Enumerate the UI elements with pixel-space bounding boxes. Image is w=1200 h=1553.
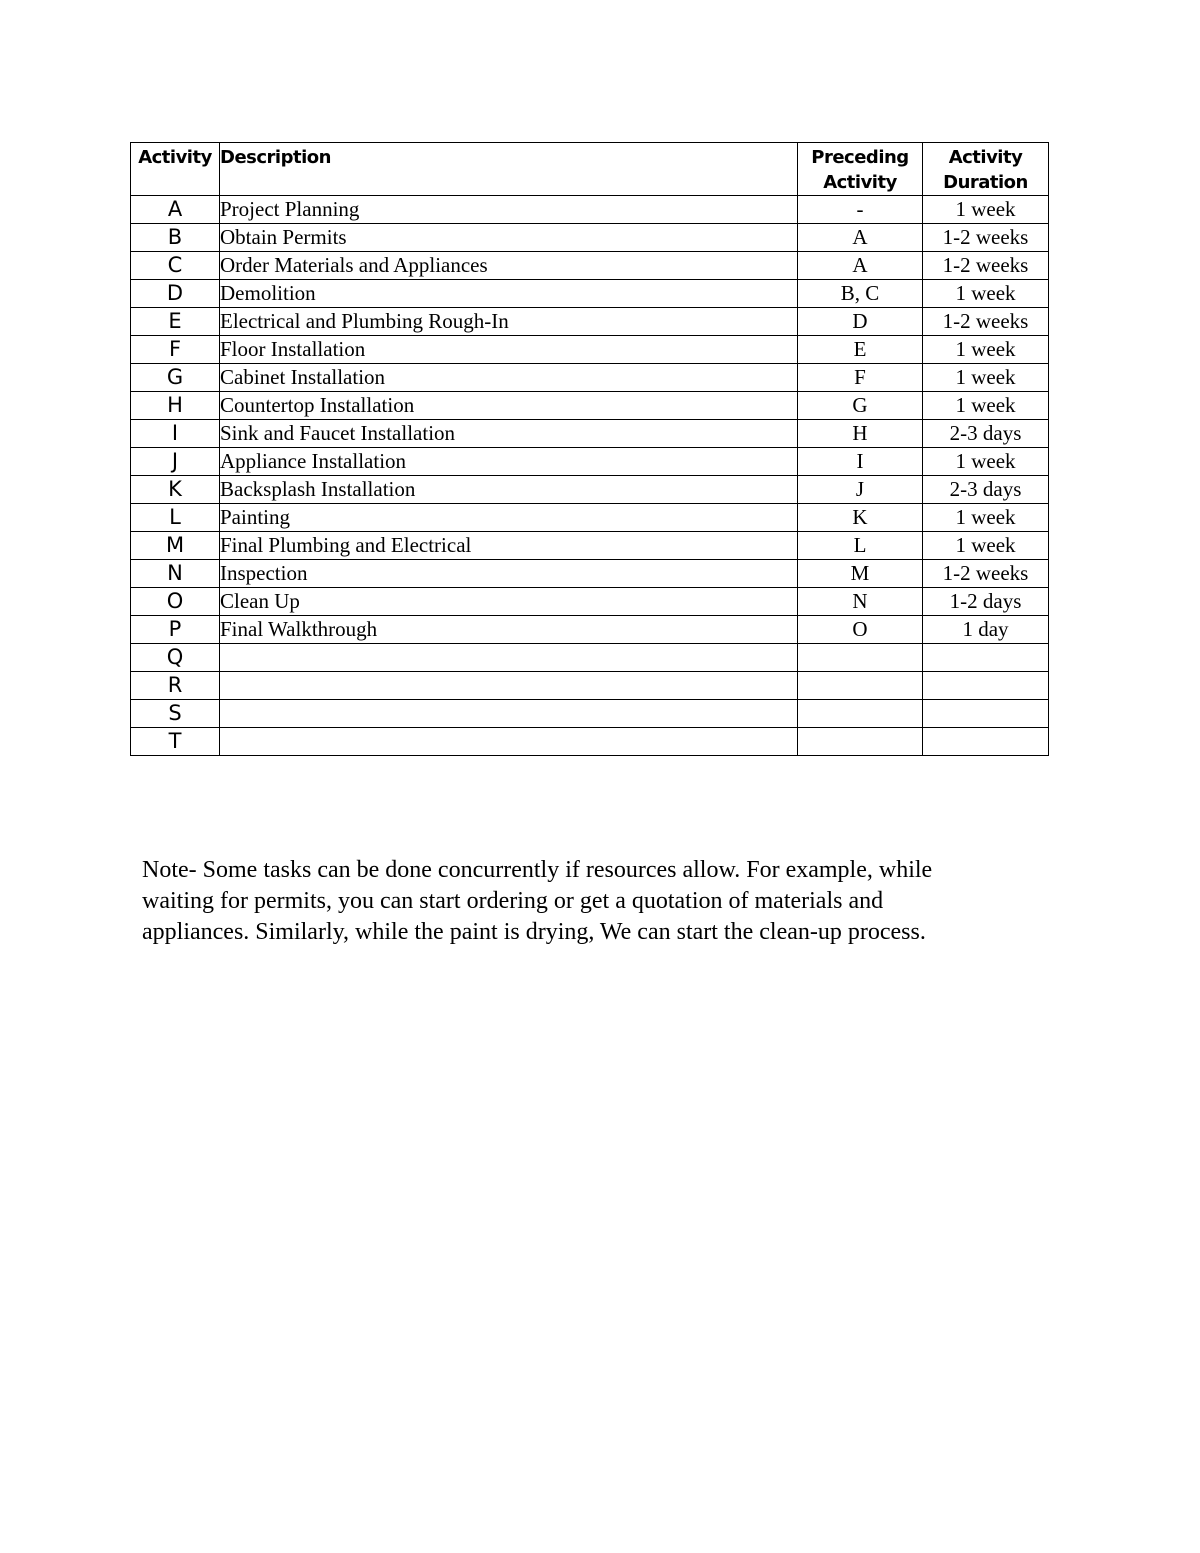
description-cell: Obtain Permits bbox=[220, 224, 798, 252]
description-cell: Demolition bbox=[220, 280, 798, 308]
description-cell bbox=[220, 700, 798, 728]
header-preceding-activity bbox=[798, 143, 923, 196]
duration-cell: 1-2 weeks bbox=[923, 308, 1049, 336]
preceding-activity-cell bbox=[798, 700, 923, 728]
header-activity-duration-text: Activity Duration bbox=[943, 147, 1028, 193]
activity-id-cell: I bbox=[131, 420, 220, 448]
table-row bbox=[131, 280, 1049, 308]
description-cell: Project Planning bbox=[220, 196, 798, 224]
preceding-activity-cell bbox=[798, 728, 923, 756]
duration-cell: 1 week bbox=[923, 532, 1049, 560]
activity-id-cell: N bbox=[131, 560, 220, 588]
activity-id-cell: L bbox=[131, 504, 220, 532]
note-line: appliances. Similarly, while the paint is drying, We can start the clean-up process. bbox=[142, 919, 926, 945]
activity-id-cell: B bbox=[131, 224, 220, 252]
duration-cell: 1 week bbox=[923, 504, 1049, 532]
preceding-activity-cell: O bbox=[798, 616, 923, 644]
table-row bbox=[131, 196, 1049, 224]
activity-table bbox=[130, 142, 1049, 756]
preceding-activity-cell: E bbox=[798, 336, 923, 364]
table-row bbox=[131, 420, 1049, 448]
preceding-activity-cell: F bbox=[798, 364, 923, 392]
activity-id-cell: C bbox=[131, 252, 220, 280]
duration-cell: 1 week bbox=[923, 392, 1049, 420]
description-cell: Clean Up bbox=[220, 588, 798, 616]
duration-cell: 2-3 days bbox=[923, 476, 1049, 504]
note-line: waiting for permits, you can start ordering or get a quotation of materials and bbox=[142, 888, 884, 914]
activity-id-cell: A bbox=[131, 196, 220, 224]
duration-cell: 1 week bbox=[923, 280, 1049, 308]
description-cell: Sink and Faucet Installation bbox=[220, 420, 798, 448]
header-description: Description bbox=[220, 143, 798, 196]
description-cell bbox=[220, 672, 798, 700]
description-cell: Backsplash Installation bbox=[220, 476, 798, 504]
description-cell: Appliance Installation bbox=[220, 448, 798, 476]
table-row bbox=[131, 224, 1049, 252]
header-activity-duration bbox=[923, 143, 1049, 196]
note-paragraph bbox=[142, 855, 1042, 948]
activity-id-cell: J bbox=[131, 448, 220, 476]
preceding-activity-cell: M bbox=[798, 560, 923, 588]
preceding-activity-cell: H bbox=[798, 420, 923, 448]
preceding-activity-cell: B, C bbox=[798, 280, 923, 308]
activity-id-cell: O bbox=[131, 588, 220, 616]
activity-id-cell: M bbox=[131, 532, 220, 560]
table-row bbox=[131, 392, 1049, 420]
duration-cell: 2-3 days bbox=[923, 420, 1049, 448]
duration-cell bbox=[923, 672, 1049, 700]
duration-cell: 1-2 days bbox=[923, 588, 1049, 616]
duration-cell: 1-2 weeks bbox=[923, 252, 1049, 280]
description-cell: Electrical and Plumbing Rough-In bbox=[220, 308, 798, 336]
description-cell: Inspection bbox=[220, 560, 798, 588]
description-cell: Countertop Installation bbox=[220, 392, 798, 420]
duration-cell bbox=[923, 700, 1049, 728]
activity-id-cell: R bbox=[131, 672, 220, 700]
activity-id-cell: K bbox=[131, 476, 220, 504]
duration-cell: 1-2 weeks bbox=[923, 224, 1049, 252]
activity-id-cell: D bbox=[131, 280, 220, 308]
header-preceding-activity-text: Preceding Activity bbox=[811, 147, 909, 193]
duration-cell: 1 day bbox=[923, 616, 1049, 644]
preceding-activity-cell: A bbox=[798, 252, 923, 280]
table-row bbox=[131, 728, 1049, 756]
preceding-activity-cell: - bbox=[798, 196, 923, 224]
table-row bbox=[131, 308, 1049, 336]
preceding-activity-cell: L bbox=[798, 532, 923, 560]
table-body bbox=[131, 196, 1049, 756]
activity-id-cell: H bbox=[131, 392, 220, 420]
description-cell: Floor Installation bbox=[220, 336, 798, 364]
table-row bbox=[131, 644, 1049, 672]
description-cell: Final Plumbing and Electrical bbox=[220, 532, 798, 560]
table-header-row bbox=[131, 143, 1049, 196]
preceding-activity-cell bbox=[798, 644, 923, 672]
description-cell bbox=[220, 728, 798, 756]
preceding-activity-cell bbox=[798, 672, 923, 700]
table-row bbox=[131, 700, 1049, 728]
preceding-activity-cell: D bbox=[798, 308, 923, 336]
duration-cell: 1 week bbox=[923, 448, 1049, 476]
description-cell: Final Walkthrough bbox=[220, 616, 798, 644]
description-cell: Cabinet Installation bbox=[220, 364, 798, 392]
duration-cell: 1 week bbox=[923, 336, 1049, 364]
table-row bbox=[131, 588, 1049, 616]
preceding-activity-cell: K bbox=[798, 504, 923, 532]
duration-cell bbox=[923, 644, 1049, 672]
table-row bbox=[131, 476, 1049, 504]
table-row bbox=[131, 448, 1049, 476]
activity-id-cell: Q bbox=[131, 644, 220, 672]
preceding-activity-cell: G bbox=[798, 392, 923, 420]
description-cell: Order Materials and Appliances bbox=[220, 252, 798, 280]
preceding-activity-cell: A bbox=[798, 224, 923, 252]
table-row bbox=[131, 560, 1049, 588]
duration-cell: 1-2 weeks bbox=[923, 560, 1049, 588]
table-row bbox=[131, 616, 1049, 644]
table-row bbox=[131, 672, 1049, 700]
duration-cell: 1 week bbox=[923, 196, 1049, 224]
table-row bbox=[131, 532, 1049, 560]
activity-id-cell: F bbox=[131, 336, 220, 364]
activity-id-cell: T bbox=[131, 728, 220, 756]
header-activity: Activity bbox=[131, 143, 220, 196]
note-line: Note- Some tasks can be done concurrently if resources allow. For example, while bbox=[142, 857, 933, 883]
activity-id-cell: S bbox=[131, 700, 220, 728]
table-row bbox=[131, 336, 1049, 364]
duration-cell bbox=[923, 728, 1049, 756]
table-row bbox=[131, 504, 1049, 532]
table-row bbox=[131, 252, 1049, 280]
activity-id-cell: E bbox=[131, 308, 220, 336]
preceding-activity-cell: N bbox=[798, 588, 923, 616]
table-row bbox=[131, 364, 1049, 392]
description-cell bbox=[220, 644, 798, 672]
activity-id-cell: P bbox=[131, 616, 220, 644]
preceding-activity-cell: I bbox=[798, 448, 923, 476]
description-cell: Painting bbox=[220, 504, 798, 532]
preceding-activity-cell: J bbox=[798, 476, 923, 504]
activity-id-cell: G bbox=[131, 364, 220, 392]
duration-cell: 1 week bbox=[923, 364, 1049, 392]
